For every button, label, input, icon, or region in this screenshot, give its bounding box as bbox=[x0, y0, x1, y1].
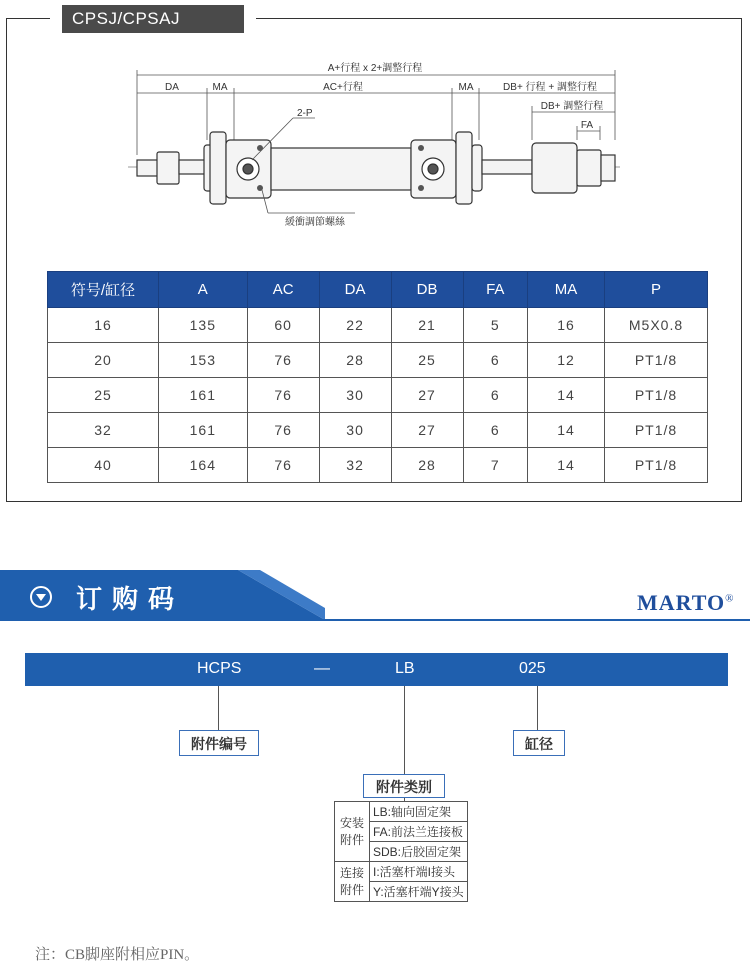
connector-line bbox=[404, 686, 405, 774]
cell: 161 bbox=[159, 378, 248, 413]
cell: 21 bbox=[391, 308, 463, 343]
cell: 161 bbox=[159, 413, 248, 448]
cell: 6 bbox=[463, 413, 527, 448]
cell: 12 bbox=[527, 343, 604, 378]
banner-underline bbox=[0, 619, 750, 621]
table-row bbox=[48, 378, 708, 413]
cylinder-dimension-drawing bbox=[0, 0, 750, 260]
cell: 76 bbox=[247, 378, 319, 413]
spec-table bbox=[47, 271, 708, 483]
cell: PT1/8 bbox=[605, 413, 708, 448]
cell: 164 bbox=[159, 448, 248, 483]
cell: 30 bbox=[319, 413, 391, 448]
dim-fa-label: FA bbox=[580, 120, 594, 131]
accessory-item: FA:前法兰连接板 bbox=[370, 822, 468, 842]
table-row bbox=[335, 862, 468, 882]
brand-name: MARTO bbox=[637, 590, 726, 615]
cell: 28 bbox=[391, 448, 463, 483]
footnote: 注：CB脚座附相应PIN。 bbox=[35, 947, 200, 963]
cell: M5X0.8 bbox=[605, 308, 708, 343]
cell: 153 bbox=[159, 343, 248, 378]
brand-logo bbox=[637, 590, 735, 616]
group-connection: 连接附件 bbox=[335, 862, 370, 902]
table-row bbox=[48, 413, 708, 448]
order-code-title: 订购码 bbox=[76, 584, 185, 614]
dim-ma-right-label: MA bbox=[458, 82, 474, 93]
header-a: A bbox=[159, 272, 248, 308]
header-p: P bbox=[605, 272, 708, 308]
table-row bbox=[48, 308, 708, 343]
cell: 27 bbox=[391, 378, 463, 413]
code-dash: — bbox=[314, 660, 330, 677]
cell: 14 bbox=[527, 378, 604, 413]
cell: 20 bbox=[48, 343, 159, 378]
dim-da-label: DA bbox=[165, 82, 179, 93]
port-label: 2-P bbox=[297, 108, 313, 119]
cell: 76 bbox=[247, 448, 319, 483]
header-da: DA bbox=[319, 272, 391, 308]
connector-line bbox=[537, 686, 538, 730]
cell: 25 bbox=[48, 378, 159, 413]
order-code-bar bbox=[25, 653, 728, 686]
registered-mark: ® bbox=[725, 592, 735, 605]
cell: 14 bbox=[527, 413, 604, 448]
cell: 22 bbox=[319, 308, 391, 343]
cell: 16 bbox=[527, 308, 604, 343]
cell: 14 bbox=[527, 448, 604, 483]
spec-header-row bbox=[48, 272, 708, 308]
dim-ma-left-label: MA bbox=[212, 82, 228, 93]
dim-db-adjust-label: DB+ 調整行程 bbox=[540, 101, 604, 112]
cell: 135 bbox=[159, 308, 248, 343]
header-fa: FA bbox=[463, 272, 527, 308]
code-accessory: LB bbox=[395, 660, 415, 677]
accessory-type-label: 附件类别 bbox=[363, 774, 445, 798]
connector-line bbox=[218, 686, 219, 730]
cell: 7 bbox=[463, 448, 527, 483]
cell: 27 bbox=[391, 413, 463, 448]
cell: 16 bbox=[48, 308, 159, 343]
header-ma: MA bbox=[527, 272, 604, 308]
cell: PT1/8 bbox=[605, 378, 708, 413]
cushion-screw-label: 緩衝調節螺絲 bbox=[285, 217, 345, 228]
cell: 40 bbox=[48, 448, 159, 483]
cell: 32 bbox=[319, 448, 391, 483]
cell: 32 bbox=[48, 413, 159, 448]
header-db: DB bbox=[391, 272, 463, 308]
code-bore: 025 bbox=[519, 660, 546, 677]
cell: 76 bbox=[247, 343, 319, 378]
dim-ac-label: AC+行程 bbox=[323, 82, 363, 93]
cell: 6 bbox=[463, 343, 527, 378]
accessory-number-label: 附件编号 bbox=[179, 730, 259, 756]
cell: PT1/8 bbox=[605, 448, 708, 483]
accessory-item: LB:轴向固定架 bbox=[370, 802, 468, 822]
cell: 5 bbox=[463, 308, 527, 343]
header-ac: AC bbox=[247, 272, 319, 308]
header-bore: 符号/缸径 bbox=[48, 272, 159, 308]
accessory-item: Y:活塞杆端Y接头 bbox=[370, 882, 468, 902]
table-row bbox=[48, 343, 708, 378]
dim-db-full-label: DB+ 行程 + 調整行程 bbox=[503, 82, 597, 93]
cell: 6 bbox=[463, 378, 527, 413]
section-title: CPSJ/CPSAJ bbox=[62, 5, 244, 33]
dim-total-label: A+行程 x 2+調整行程 bbox=[327, 63, 423, 74]
bore-label: 缸径 bbox=[513, 730, 565, 756]
accessory-item: SDB:后胶固定架 bbox=[370, 842, 468, 862]
cell: 60 bbox=[247, 308, 319, 343]
code-series: HCPS bbox=[197, 660, 242, 677]
cell: 25 bbox=[391, 343, 463, 378]
cell: 28 bbox=[319, 343, 391, 378]
chevron-down-circle-icon bbox=[30, 586, 52, 608]
cell: 30 bbox=[319, 378, 391, 413]
cell: PT1/8 bbox=[605, 343, 708, 378]
group-mounting: 安装附件 bbox=[335, 802, 370, 862]
table-row bbox=[335, 802, 468, 822]
accessory-type-table bbox=[334, 801, 468, 902]
cell: 76 bbox=[247, 413, 319, 448]
accessory-item: I:活塞杆端I接头 bbox=[370, 862, 468, 882]
table-row bbox=[48, 448, 708, 483]
